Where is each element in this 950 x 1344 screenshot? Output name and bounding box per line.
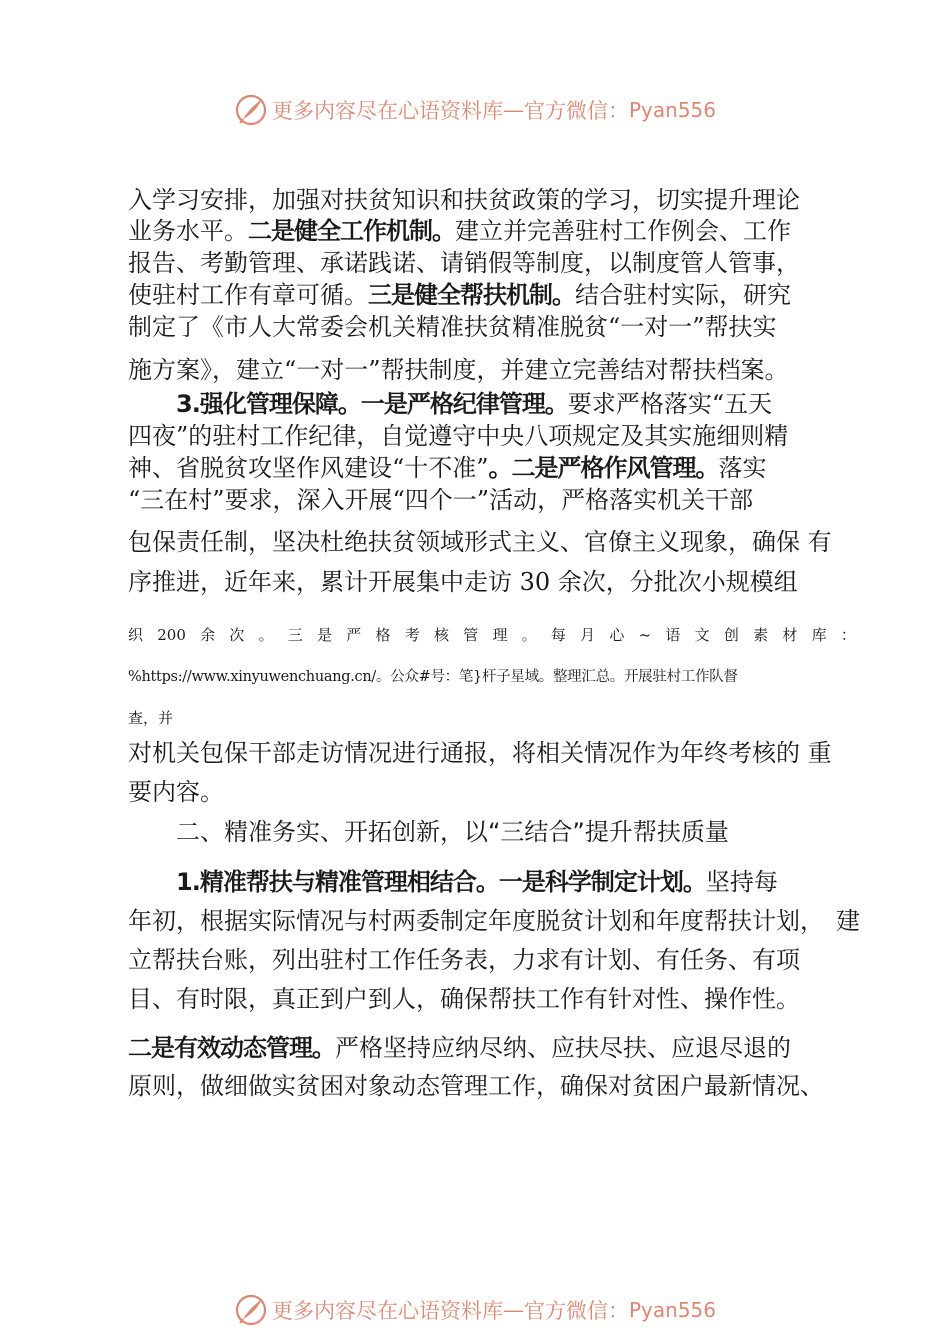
text-line: 业务水平。二是健全工作机制。建立并完善驻村工作例会、工作 — [128, 217, 791, 245]
section-heading: 二、精准务实、开拓创新，以“三结合”提升帮扶质量 — [176, 818, 729, 846]
text-line: “三在村”要求，深入开展“四个一”活动，严格落实机关干部 — [128, 486, 754, 514]
footer-watermark — [0, 1290, 950, 1330]
text-line: 序推进，近年来，累计开展集中走访 30 余次，分批次小规模组 — [128, 568, 798, 596]
text-line: 包保责任制，坚决杜绝扶贫领域形式主义、官僚主义现象，确保 有 — [128, 528, 832, 556]
text-line: 原则，做细做实贫困对象动态管理工作，确保对贫困户最新情况、 — [128, 1072, 824, 1100]
text-line: 使驻村工作有章可循。三是健全帮扶机制。结合驻村实际，研究 — [128, 281, 791, 309]
header-watermark — [0, 90, 950, 130]
text-line: 立帮扶台账，列出驻村工作任务表，力求有计划、有任务、有项 — [128, 946, 800, 974]
text-line: 报告、考勤管理、承诺践诺、请销假等制度，以制度管人管事， — [128, 249, 800, 277]
text-line: 入学习安排，加强对扶贫知识和扶贫政策的学习，切实提升理论 — [128, 186, 800, 214]
watermark-site-text: 更多内容尽在心语资料库 — [271, 1299, 503, 1323]
watermark-wechat-id: Pyan556 — [628, 98, 716, 122]
text-line: 查，并 — [128, 709, 174, 727]
spaced-text-line: 织 200 余 次 。 三 是 严 格 考 核 管 理 。 每 月 心 ~ 语 文 创 素 材 库 ： — [128, 626, 856, 644]
text-line: 对机关包保干部走访情况进行通报，将相关情况作为年终考核的 重 — [128, 739, 832, 767]
text-line: 要内容。 — [128, 778, 224, 806]
text-line: 施方案》，建立“一对一”帮扶制度，并建立完善结对帮扶档案。 — [128, 356, 789, 384]
watermark-wechat-label: 官方微信： — [523, 1299, 629, 1323]
text-line: 1.精准帮扶与精准管理相结合。一是科学制定计划。坚持每 — [176, 868, 778, 896]
feather-pen-logo-icon — [234, 1293, 268, 1327]
text-line: 年初，根据实际情况与村两委制定年度脱贫计划和年度帮扶计划， 建 — [128, 907, 860, 935]
watermark-dash: — — [502, 98, 524, 122]
text-line: 二是有效动态管理。严格坚持应纳尽纳、应扶尽扶、应退尽退的 — [128, 1034, 791, 1062]
url-text-line: %https://www.xinyuwenchuang.cn/。公众#号：笔}杆子星域。整理汇总。开展驻村工作队督 — [128, 669, 738, 685]
feather-pen-logo-icon — [234, 93, 268, 127]
text-line: 制定了《市人大常委会机关精准扶贫精准脱贫“一对一”帮扶实 — [128, 313, 777, 341]
text-line: 3.强化管理保障。一是严格纪律管理。要求严格落实“五天 — [176, 390, 773, 418]
text-line: 四夜”的驻村工作纪律，自觉遵守中央八项规定及其实施细则精 — [128, 422, 789, 450]
watermark-site-text: 更多内容尽在心语资料库 — [271, 99, 503, 123]
watermark-dash: — — [502, 1298, 524, 1322]
watermark-wechat-label: 官方微信： — [523, 99, 629, 123]
text-line: 神、省脱贫攻坚作风建设“十不准”。二是严格作风管理。落实 — [128, 454, 767, 482]
watermark-wechat-id: Pyan556 — [628, 1298, 716, 1322]
text-line: 目、有时限，真正到户到人，确保帮扶工作有针对性、操作性。 — [128, 985, 800, 1013]
